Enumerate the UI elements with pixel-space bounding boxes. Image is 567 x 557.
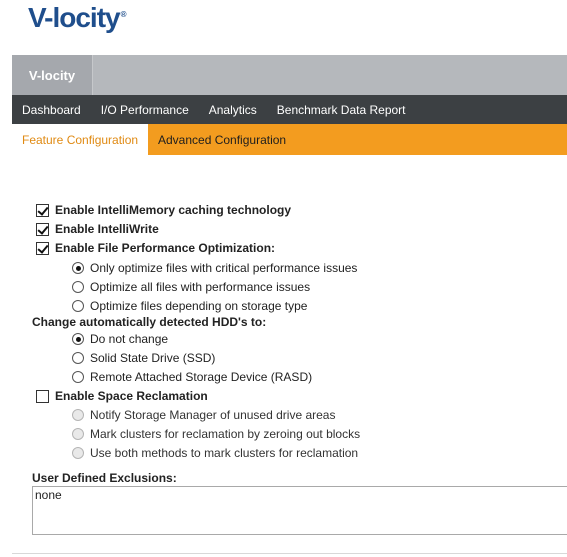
- hdd-change-heading: Change automatically detected HDD's to:: [32, 315, 267, 329]
- radio-button: [72, 428, 84, 440]
- intelliwrite-row[interactable]: [36, 222, 159, 236]
- reclamation-option-notify: [72, 408, 335, 422]
- intellimemory-label: Enable IntelliMemory caching technology: [55, 203, 292, 217]
- nav-io-performance[interactable]: I/O Performance: [100, 102, 189, 117]
- exclusions-heading: User Defined Exclusions:: [32, 471, 177, 485]
- reclamation-option-label: Use both methods to mark clusters for reclamation: [90, 446, 359, 460]
- file-perf-checkbox[interactable]: [36, 242, 49, 255]
- radio-button[interactable]: [72, 371, 84, 383]
- hdd-option-ssd[interactable]: [72, 351, 215, 365]
- logo-text: V-locity: [28, 2, 120, 33]
- space-reclamation-checkbox[interactable]: [36, 390, 49, 403]
- nav-analytics[interactable]: Analytics: [208, 102, 257, 117]
- hdd-option-rasd[interactable]: [72, 370, 312, 384]
- space-reclamation-label: Enable Space Reclamation: [55, 389, 208, 403]
- app-header: [12, 55, 567, 95]
- radio-button: [72, 409, 84, 421]
- radio-button[interactable]: [72, 281, 84, 293]
- radio-button[interactable]: [72, 352, 84, 364]
- space-reclamation-row[interactable]: [36, 389, 208, 403]
- hdd-option-label: Remote Attached Storage Device (RASD): [90, 370, 313, 384]
- intelliwrite-label: Enable IntelliWrite: [55, 222, 159, 236]
- file-perf-option-label: Optimize files depending on storage type: [90, 299, 308, 313]
- radio-button: [72, 447, 84, 459]
- radio-button[interactable]: [72, 262, 84, 274]
- tab-advanced-configuration[interactable]: Advanced Configuration: [158, 132, 287, 147]
- file-perf-option-critical[interactable]: [72, 261, 357, 275]
- exclusions-textarea[interactable]: none: [32, 486, 567, 535]
- hdd-option-label: Solid State Drive (SSD): [90, 351, 216, 365]
- hdd-option-no-change[interactable]: [72, 332, 168, 346]
- main-nav: [12, 95, 567, 124]
- tab-feature-configuration[interactable]: Feature Configuration: [12, 124, 148, 155]
- nav-benchmark-data-report[interactable]: Benchmark Data Report: [276, 102, 406, 117]
- v-locity-logo: [28, 2, 126, 34]
- sub-nav: [12, 124, 567, 155]
- file-perf-option-all[interactable]: [72, 280, 310, 294]
- intellimemory-checkbox[interactable]: [36, 204, 49, 217]
- file-perf-option-storage-type[interactable]: [72, 299, 307, 313]
- reclamation-option-label: Mark clusters for reclamation by zeroing out blocks: [90, 427, 361, 441]
- divider: [12, 553, 567, 554]
- hdd-option-label: Do not change: [90, 332, 169, 346]
- app-title-tab[interactable]: V-locity: [12, 55, 93, 95]
- reclamation-option-zero-blocks: [72, 427, 360, 441]
- radio-button[interactable]: [72, 300, 84, 312]
- reclamation-option-both: [72, 446, 358, 460]
- intelliwrite-checkbox[interactable]: [36, 223, 49, 236]
- file-perf-option-label: Only optimize files with critical performance issues: [90, 261, 358, 275]
- file-perf-option-label: Optimize all files with performance issues: [90, 280, 311, 294]
- intellimemory-row[interactable]: [36, 203, 291, 217]
- file-perf-label: Enable File Performance Optimization:: [55, 241, 276, 255]
- radio-button[interactable]: [72, 333, 84, 345]
- reclamation-option-label: Notify Storage Manager of unused drive areas: [90, 408, 336, 422]
- file-perf-row[interactable]: [36, 241, 275, 255]
- nav-dashboard[interactable]: Dashboard: [22, 102, 81, 117]
- trademark-symbol: ®: [120, 9, 126, 19]
